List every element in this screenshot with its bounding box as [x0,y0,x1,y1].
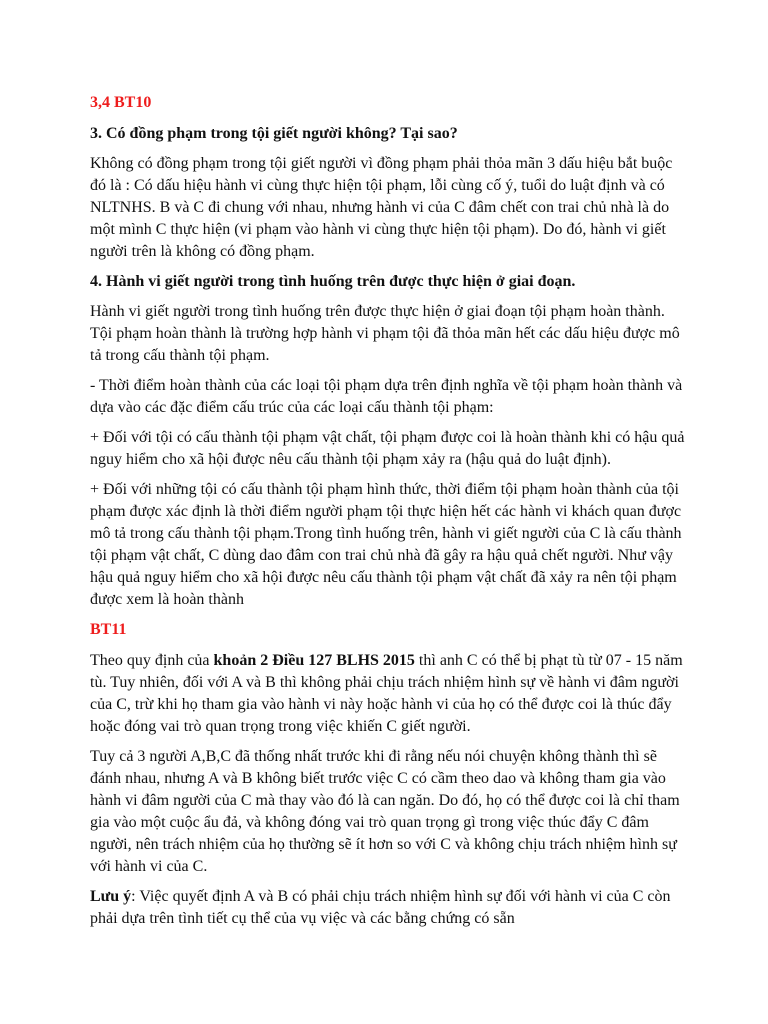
section-title-bt11: BT11 [90,621,127,638]
bt11-p1-pre: Theo quy định của [90,652,214,669]
note-label: Lưu ý [90,888,132,905]
bt11-paragraph-2: Tuy cả 3 người A,B,C đã thống nhất trước khi đi rằng nếu nói chuyện không thành thì sẽ đánh nhau, nhưng A và B không biết trước việc C có cầm theo dao và không tham gia vào hành vi đâm người của C mà thay vào đó là can ngăn. Do đó, họ có thể được coi là chỉ tham gia vào một cuộc ẩu đả, và không đóng vai trò quan trọng gì trong việc thúc đẩy C đâm người, nên trách nhiệm của họ thường sẽ ít hơn so với C và không chịu trách nhiệm hình sự với hành vi của C. [90,748,680,875]
question-3-answer: Không có đồng phạm trong tội giết người vì đồng phạm phải thỏa mãn 3 dấu hiệu bắt buộc đó là : Có dấu hiệu hành vi cùng thực hiện tội phạm, lỗi cùng cố ý, tuổi do luật định và có NLTNHS. B và C đi chung với nhau, nhưng hành vi của C đâm chết con trai chủ nhà là do một mình C thực hiện (vi phạm vào hành vi cùng thực hiện tội phạm). Do đó, hành vi giết người trên là không có đồng phạm. [90,155,673,260]
bt11-note [90,886,688,930]
question-4-paragraph-1: Hành vi giết người trong tình huống trên được thực hiện ở giai đoạn tội phạm hoàn thành. Tội phạm hoàn thành là trường hợp hành vi phạm tội đã thỏa mãn hết các dấu hiệu được mô tả trong cấu thành tội phạm. [90,303,680,364]
document-page [90,92,688,938]
bt11-paragraph-1 [90,650,688,738]
question-3-heading: 3. Có đồng phạm trong tội giết người không? Tại sao? [90,125,458,142]
question-4-paragraph-4: + Đối với những tội có cấu thành tội phạm hình thức, thời điểm tội phạm hoàn thành của tội phạm được xác định là thời điểm người phạm tội thực hiện hết các hành vi khách quan được mô tả trong cấu thành tội phạm.Trong tình huống trên, hành vi giết người của C là cấu thành tội phạm vật chất, C dùng dao đâm con trai chủ nhà đã gây ra hậu quả chết người. Như vậy hậu quả nguy hiểm cho xã hội được nêu cấu thành tội phạm vật chất đã xảy ra nên tội phạm được xem là hoàn thành [90,481,682,608]
law-reference: khoản 2 Điều 127 BLHS 2015 [213,652,415,669]
bt11-p1-post: thì anh C có thể bị phạt tù từ 07 - 15 năm tù. Tuy nhiên, đối với A và B thì không phải chịu trách nhiệm hình sự về hành vi đâm người của C, trừ khi họ tham gia vào hành vi này hoặc hành vi của họ có thể được coi là thúc đẩy hoặc đóng vai trò quan trọng trong việc khiến C giết người. [90,652,683,735]
question-4-heading: 4. Hành vi giết người trong tình huống trên được thực hiện ở giai đoạn. [90,273,576,290]
note-text: : Việc quyết định A và B có phải chịu trách nhiệm hình sự đối với hành vi của C còn phải dựa trên tình tiết cụ thể của vụ việc và các bằng chứng có sẵn [90,888,671,927]
section-title-bt10: 3,4 BT10 [90,94,152,111]
question-4-paragraph-2: - Thời điểm hoàn thành của các loại tội phạm dựa trên định nghĩa về tội phạm hoàn thành và dựa vào các đặc điểm cấu trúc của các loại cấu thành tội phạm: [90,377,683,416]
question-4-paragraph-3: + Đối với tội có cấu thành tội phạm vật chất, tội phạm được coi là hoàn thành khi có hậu quả nguy hiểm cho xã hội được nêu cấu thành tội phạm xảy ra (hậu quả do luật định). [90,429,685,468]
